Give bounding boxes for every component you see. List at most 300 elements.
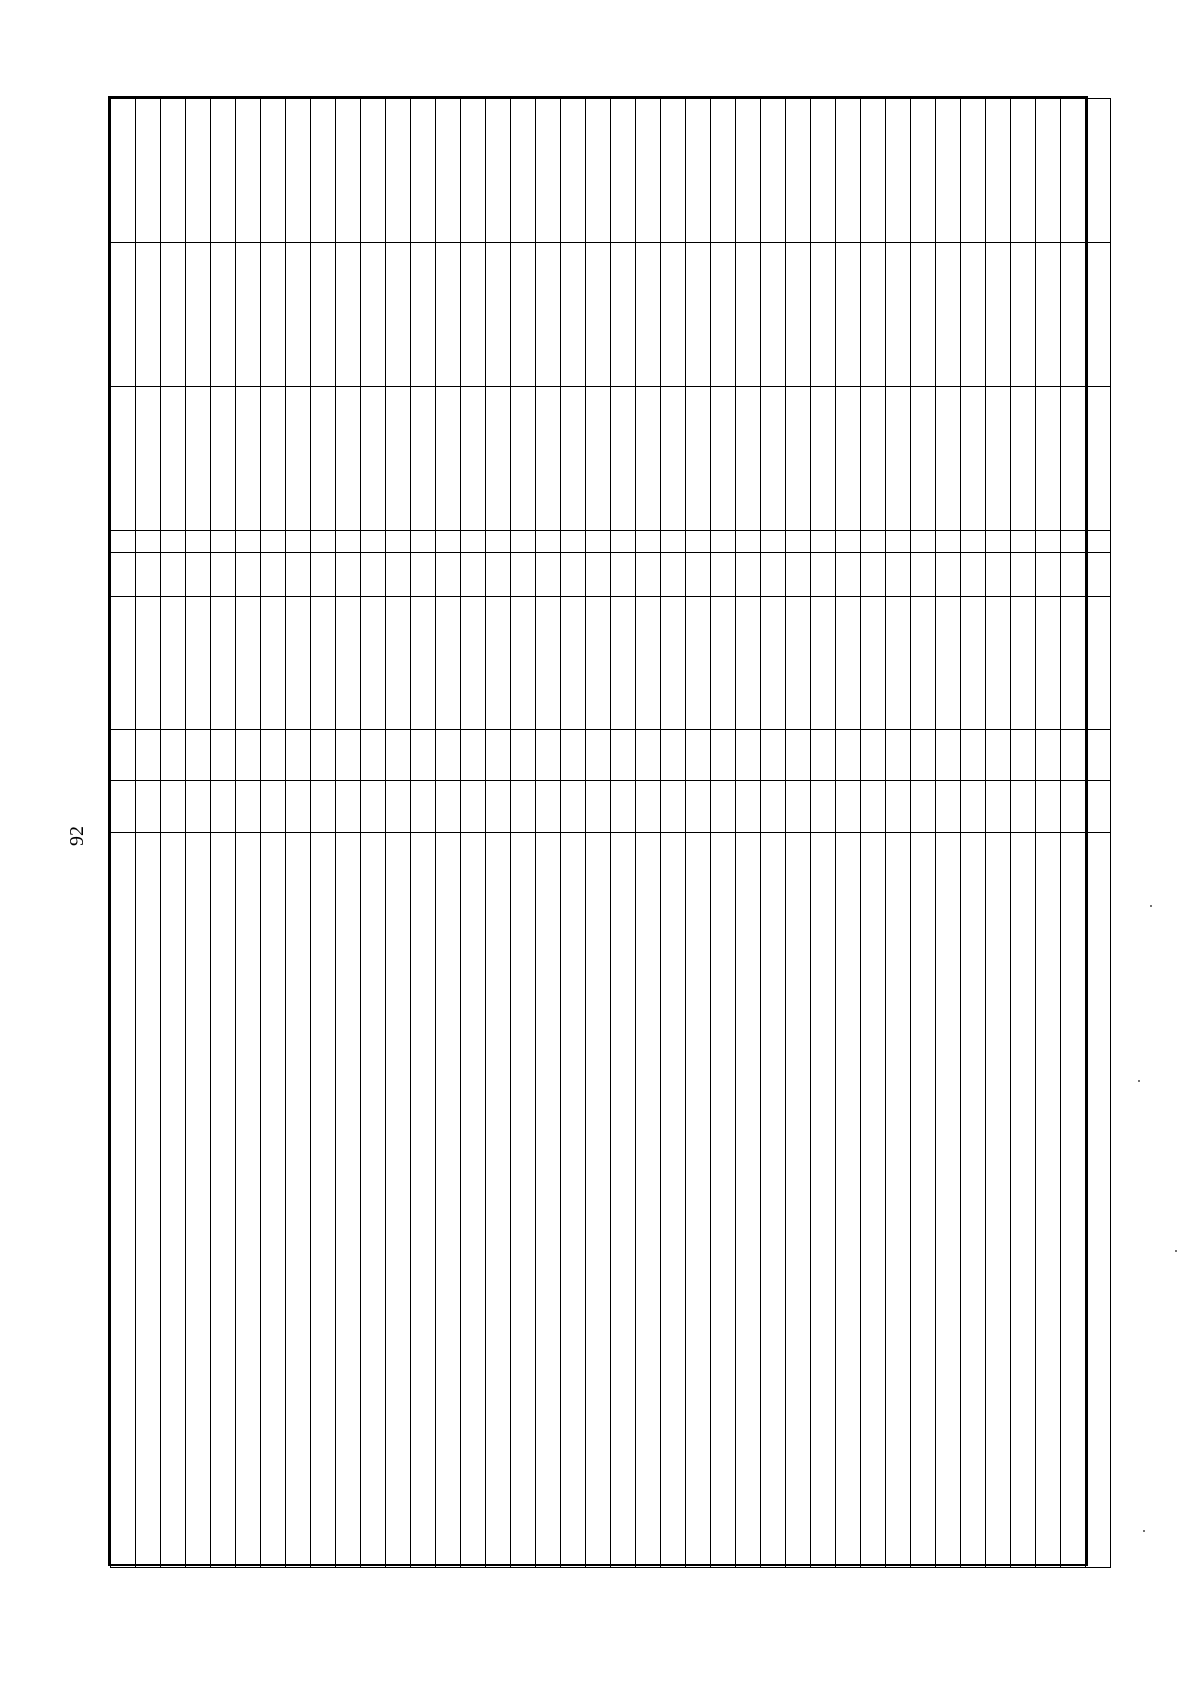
cell-c — [536, 597, 561, 729]
cell-v1 — [761, 387, 786, 531]
page-number: 92 — [66, 826, 88, 846]
cell-d — [286, 553, 311, 597]
cell-d — [811, 553, 836, 597]
cell-v2 — [711, 243, 736, 387]
cell-v2 — [686, 243, 711, 387]
cell-e — [461, 531, 486, 553]
cell-a — [836, 781, 861, 832]
cell-b — [986, 729, 1011, 780]
scan-speck — [1175, 1250, 1177, 1252]
cell-name — [1061, 832, 1086, 1567]
cell-v2 — [936, 243, 961, 387]
cell-v3 — [486, 99, 511, 243]
cell-d — [1036, 553, 1061, 597]
cell-v1 — [536, 387, 561, 531]
cell-a — [511, 781, 536, 832]
cell-c — [936, 597, 961, 729]
cell-v3 — [336, 99, 361, 243]
cell-b — [1011, 729, 1036, 780]
cell-v2 — [236, 243, 261, 387]
cell-v1 — [986, 387, 1011, 531]
cell-a — [611, 781, 636, 832]
cell-v2 — [1011, 243, 1036, 387]
cell-e — [961, 531, 986, 553]
cell-c — [786, 597, 811, 729]
table-row — [661, 99, 686, 1568]
cell-name — [586, 832, 611, 1567]
cell-e — [486, 531, 511, 553]
cell-v1 — [661, 387, 686, 531]
cell-v2 — [811, 243, 836, 387]
cell-b — [636, 729, 661, 780]
cell-a — [361, 781, 386, 832]
cell-e — [886, 531, 911, 553]
cell-name — [436, 832, 461, 1567]
cell-name — [1011, 832, 1036, 1567]
cell-name — [861, 832, 886, 1567]
table-row — [861, 99, 886, 1568]
cell-v3 — [1036, 99, 1061, 243]
cell-b — [861, 729, 886, 780]
cell-name — [336, 832, 361, 1567]
cell-e — [636, 531, 661, 553]
cell-name — [661, 832, 686, 1567]
cell-c — [1086, 597, 1111, 729]
cell-a — [736, 781, 761, 832]
cell-d — [261, 553, 286, 597]
cell-b — [736, 729, 761, 780]
table-row — [461, 99, 486, 1568]
cell-c — [161, 597, 186, 729]
cell-e — [1036, 531, 1061, 553]
cell-a — [986, 781, 1011, 832]
cell-name — [811, 832, 836, 1567]
cell-d — [736, 553, 761, 597]
cell-a — [661, 781, 686, 832]
cell-v2 — [736, 243, 761, 387]
table-row — [236, 99, 261, 1568]
cell-e — [161, 531, 186, 553]
cell-d — [411, 553, 436, 597]
cell-v2 — [986, 243, 1011, 387]
cell-name — [361, 832, 386, 1567]
cell-a — [636, 781, 661, 832]
cell-v2 — [461, 243, 486, 387]
cell-v3 — [961, 99, 986, 243]
table-row — [311, 99, 336, 1568]
cell-name — [986, 832, 1011, 1567]
cell-c — [586, 597, 611, 729]
cell-d — [911, 553, 936, 597]
cell-b — [161, 729, 186, 780]
cell-d — [361, 553, 386, 597]
table-row — [836, 99, 861, 1568]
cell-v3 — [261, 99, 286, 243]
cell-v3 — [436, 99, 461, 243]
cell-v3 — [586, 99, 611, 243]
table-row — [1086, 99, 1111, 1568]
cell-b — [611, 729, 636, 780]
table-body — [111, 99, 1111, 1568]
cell-v2 — [436, 243, 461, 387]
cell-e — [761, 531, 786, 553]
cell-a — [1036, 781, 1061, 832]
cell-name — [211, 832, 236, 1567]
cell-name — [761, 832, 786, 1567]
cell-c — [1011, 597, 1036, 729]
cell-e — [386, 531, 411, 553]
cell-e — [536, 531, 561, 553]
cell-v2 — [861, 243, 886, 387]
cell-name — [261, 832, 286, 1567]
cell-v1 — [936, 387, 961, 531]
cell-a — [561, 781, 586, 832]
cell-c — [961, 597, 986, 729]
cell-c — [486, 597, 511, 729]
cell-a — [111, 781, 136, 832]
cell-v3 — [411, 99, 436, 243]
cell-b — [911, 729, 936, 780]
cell-e — [336, 531, 361, 553]
cell-v2 — [911, 243, 936, 387]
cell-v3 — [736, 99, 761, 243]
table-row — [786, 99, 811, 1568]
cell-v2 — [511, 243, 536, 387]
cell-c — [186, 597, 211, 729]
cell-a — [1011, 781, 1036, 832]
cell-v3 — [1061, 99, 1086, 243]
cell-e — [861, 531, 886, 553]
table-row — [411, 99, 436, 1568]
cell-b — [211, 729, 236, 780]
cell-v2 — [661, 243, 686, 387]
cell-d — [561, 553, 586, 597]
cell-v3 — [761, 99, 786, 243]
cell-d — [936, 553, 961, 597]
cell-e — [661, 531, 686, 553]
cell-c — [661, 597, 686, 729]
cell-name — [511, 832, 536, 1567]
cell-a — [411, 781, 436, 832]
cell-v3 — [911, 99, 936, 243]
cell-c — [386, 597, 411, 729]
table-row — [936, 99, 961, 1568]
cell-v1 — [611, 387, 636, 531]
cell-name — [636, 832, 661, 1567]
cell-e — [311, 531, 336, 553]
cell-name — [786, 832, 811, 1567]
cell-e — [111, 531, 136, 553]
cell-d — [611, 553, 636, 597]
cell-name — [536, 832, 561, 1567]
cell-b — [1061, 729, 1086, 780]
cell-v1 — [686, 387, 711, 531]
cell-v1 — [411, 387, 436, 531]
cell-a — [861, 781, 886, 832]
cell-v3 — [811, 99, 836, 243]
cell-name — [736, 832, 761, 1567]
cell-v1 — [511, 387, 536, 531]
cell-v1 — [1086, 387, 1111, 531]
cell-name — [386, 832, 411, 1567]
cell-v2 — [536, 243, 561, 387]
cell-name — [136, 832, 161, 1567]
cell-d — [986, 553, 1011, 597]
cell-a — [161, 781, 186, 832]
table-row — [386, 99, 411, 1568]
cell-v1 — [636, 387, 661, 531]
cell-c — [511, 597, 536, 729]
scan-speck — [1150, 905, 1152, 907]
cell-a — [811, 781, 836, 832]
cell-v2 — [361, 243, 386, 387]
cell-v2 — [561, 243, 586, 387]
cell-v2 — [136, 243, 161, 387]
cell-e — [736, 531, 761, 553]
cell-v2 — [961, 243, 986, 387]
cell-d — [1061, 553, 1086, 597]
cell-v1 — [1011, 387, 1036, 531]
cell-v1 — [461, 387, 486, 531]
cell-a — [461, 781, 486, 832]
cell-v2 — [211, 243, 236, 387]
cell-a — [936, 781, 961, 832]
cell-v2 — [411, 243, 436, 387]
table-row — [886, 99, 911, 1568]
cell-e — [236, 531, 261, 553]
cell-v2 — [761, 243, 786, 387]
table-row — [811, 99, 836, 1568]
cell-b — [486, 729, 511, 780]
cell-b — [811, 729, 836, 780]
cell-v1 — [436, 387, 461, 531]
cell-v3 — [836, 99, 861, 243]
cell-e — [561, 531, 586, 553]
cell-c — [886, 597, 911, 729]
cell-d — [711, 553, 736, 597]
cell-v3 — [1011, 99, 1036, 243]
cell-b — [336, 729, 361, 780]
cell-v1 — [336, 387, 361, 531]
cell-c — [311, 597, 336, 729]
cell-name — [236, 832, 261, 1567]
cell-v3 — [711, 99, 736, 243]
cell-c — [461, 597, 486, 729]
cell-e — [136, 531, 161, 553]
table-row — [736, 99, 761, 1568]
cell-b — [236, 729, 261, 780]
cell-v1 — [961, 387, 986, 531]
cell-c — [811, 597, 836, 729]
cell-d — [536, 553, 561, 597]
cell-v1 — [186, 387, 211, 531]
cell-v1 — [311, 387, 336, 531]
cell-name — [961, 832, 986, 1567]
cell-c — [611, 597, 636, 729]
cell-a — [286, 781, 311, 832]
cell-v3 — [936, 99, 961, 243]
table-row — [186, 99, 211, 1568]
cell-d — [386, 553, 411, 597]
cell-v1 — [386, 387, 411, 531]
cell-b — [186, 729, 211, 780]
cell-v3 — [211, 99, 236, 243]
cell-e — [786, 531, 811, 553]
cell-c — [986, 597, 1011, 729]
cell-e — [1061, 531, 1086, 553]
cell-c — [711, 597, 736, 729]
cell-a — [386, 781, 411, 832]
cell-v1 — [161, 387, 186, 531]
table-row — [361, 99, 386, 1568]
cell-c — [136, 597, 161, 729]
cell-v3 — [886, 99, 911, 243]
cell-b — [386, 729, 411, 780]
table-row — [486, 99, 511, 1568]
cell-e — [361, 531, 386, 553]
cell-v2 — [111, 243, 136, 387]
cell-a — [136, 781, 161, 832]
cell-v3 — [636, 99, 661, 243]
cell-d — [486, 553, 511, 597]
cell-e — [411, 531, 436, 553]
cell-v3 — [136, 99, 161, 243]
cell-d — [1086, 553, 1111, 597]
cell-v3 — [461, 99, 486, 243]
cell-v2 — [261, 243, 286, 387]
cell-name — [886, 832, 911, 1567]
cell-v1 — [786, 387, 811, 531]
cell-d — [636, 553, 661, 597]
cell-v2 — [311, 243, 336, 387]
cell-c — [761, 597, 786, 729]
cell-name — [286, 832, 311, 1567]
cell-d — [436, 553, 461, 597]
cell-b — [511, 729, 536, 780]
cell-v1 — [211, 387, 236, 531]
cell-v1 — [361, 387, 386, 531]
cell-a — [186, 781, 211, 832]
cell-v1 — [911, 387, 936, 531]
cell-e — [711, 531, 736, 553]
cell-v1 — [136, 387, 161, 531]
cell-v2 — [886, 243, 911, 387]
cell-e — [1011, 531, 1036, 553]
cell-e — [1086, 531, 1111, 553]
cell-v3 — [161, 99, 186, 243]
table-row — [436, 99, 461, 1568]
cell-v3 — [236, 99, 261, 243]
cell-v1 — [886, 387, 911, 531]
cell-a — [311, 781, 336, 832]
cell-c — [336, 597, 361, 729]
table-row — [1036, 99, 1061, 1568]
table-row — [211, 99, 236, 1568]
cell-c — [1036, 597, 1061, 729]
cell-b — [261, 729, 286, 780]
cell-d — [236, 553, 261, 597]
cell-c — [561, 597, 586, 729]
cell-e — [936, 531, 961, 553]
cell-a — [886, 781, 911, 832]
cell-c — [111, 597, 136, 729]
table-row — [161, 99, 186, 1568]
table-row — [911, 99, 936, 1568]
cell-c — [436, 597, 461, 729]
cell-v2 — [486, 243, 511, 387]
cell-v3 — [1086, 99, 1111, 243]
cell-name — [936, 832, 961, 1567]
cell-b — [311, 729, 336, 780]
cell-v1 — [586, 387, 611, 531]
cell-v1 — [286, 387, 311, 531]
cell-v3 — [386, 99, 411, 243]
cell-e — [811, 531, 836, 553]
cell-b — [436, 729, 461, 780]
cell-v2 — [586, 243, 611, 387]
cell-b — [586, 729, 611, 780]
cell-c — [686, 597, 711, 729]
cell-d — [836, 553, 861, 597]
cell-d — [861, 553, 886, 597]
cell-name — [1086, 832, 1111, 1567]
cell-b — [1036, 729, 1061, 780]
cell-c — [911, 597, 936, 729]
table-row — [511, 99, 536, 1568]
cell-d — [761, 553, 786, 597]
cell-b — [836, 729, 861, 780]
cell-v3 — [311, 99, 336, 243]
cell-v3 — [786, 99, 811, 243]
cell-c — [211, 597, 236, 729]
cell-e — [986, 531, 1011, 553]
table-row — [711, 99, 736, 1568]
cell-v3 — [286, 99, 311, 243]
cell-c — [1061, 597, 1086, 729]
table-row — [986, 99, 1011, 1568]
cell-b — [1086, 729, 1111, 780]
table-row — [136, 99, 161, 1568]
cell-v1 — [261, 387, 286, 531]
cell-b — [786, 729, 811, 780]
cell-d — [186, 553, 211, 597]
cell-name — [836, 832, 861, 1567]
cell-e — [211, 531, 236, 553]
cell-v1 — [736, 387, 761, 531]
cell-e — [261, 531, 286, 553]
cell-b — [536, 729, 561, 780]
cell-b — [936, 729, 961, 780]
table-row — [111, 99, 136, 1568]
cell-v3 — [186, 99, 211, 243]
cell-b — [886, 729, 911, 780]
cell-c — [836, 597, 861, 729]
cell-name — [311, 832, 336, 1567]
cell-d — [111, 553, 136, 597]
cell-a — [336, 781, 361, 832]
cell-name — [1036, 832, 1061, 1567]
cell-v1 — [861, 387, 886, 531]
cell-v3 — [686, 99, 711, 243]
cell-d — [311, 553, 336, 597]
cell-d — [511, 553, 536, 597]
cell-b — [361, 729, 386, 780]
cell-v2 — [161, 243, 186, 387]
cell-e — [611, 531, 636, 553]
cell-name — [561, 832, 586, 1567]
cell-v2 — [1036, 243, 1061, 387]
cell-c — [261, 597, 286, 729]
